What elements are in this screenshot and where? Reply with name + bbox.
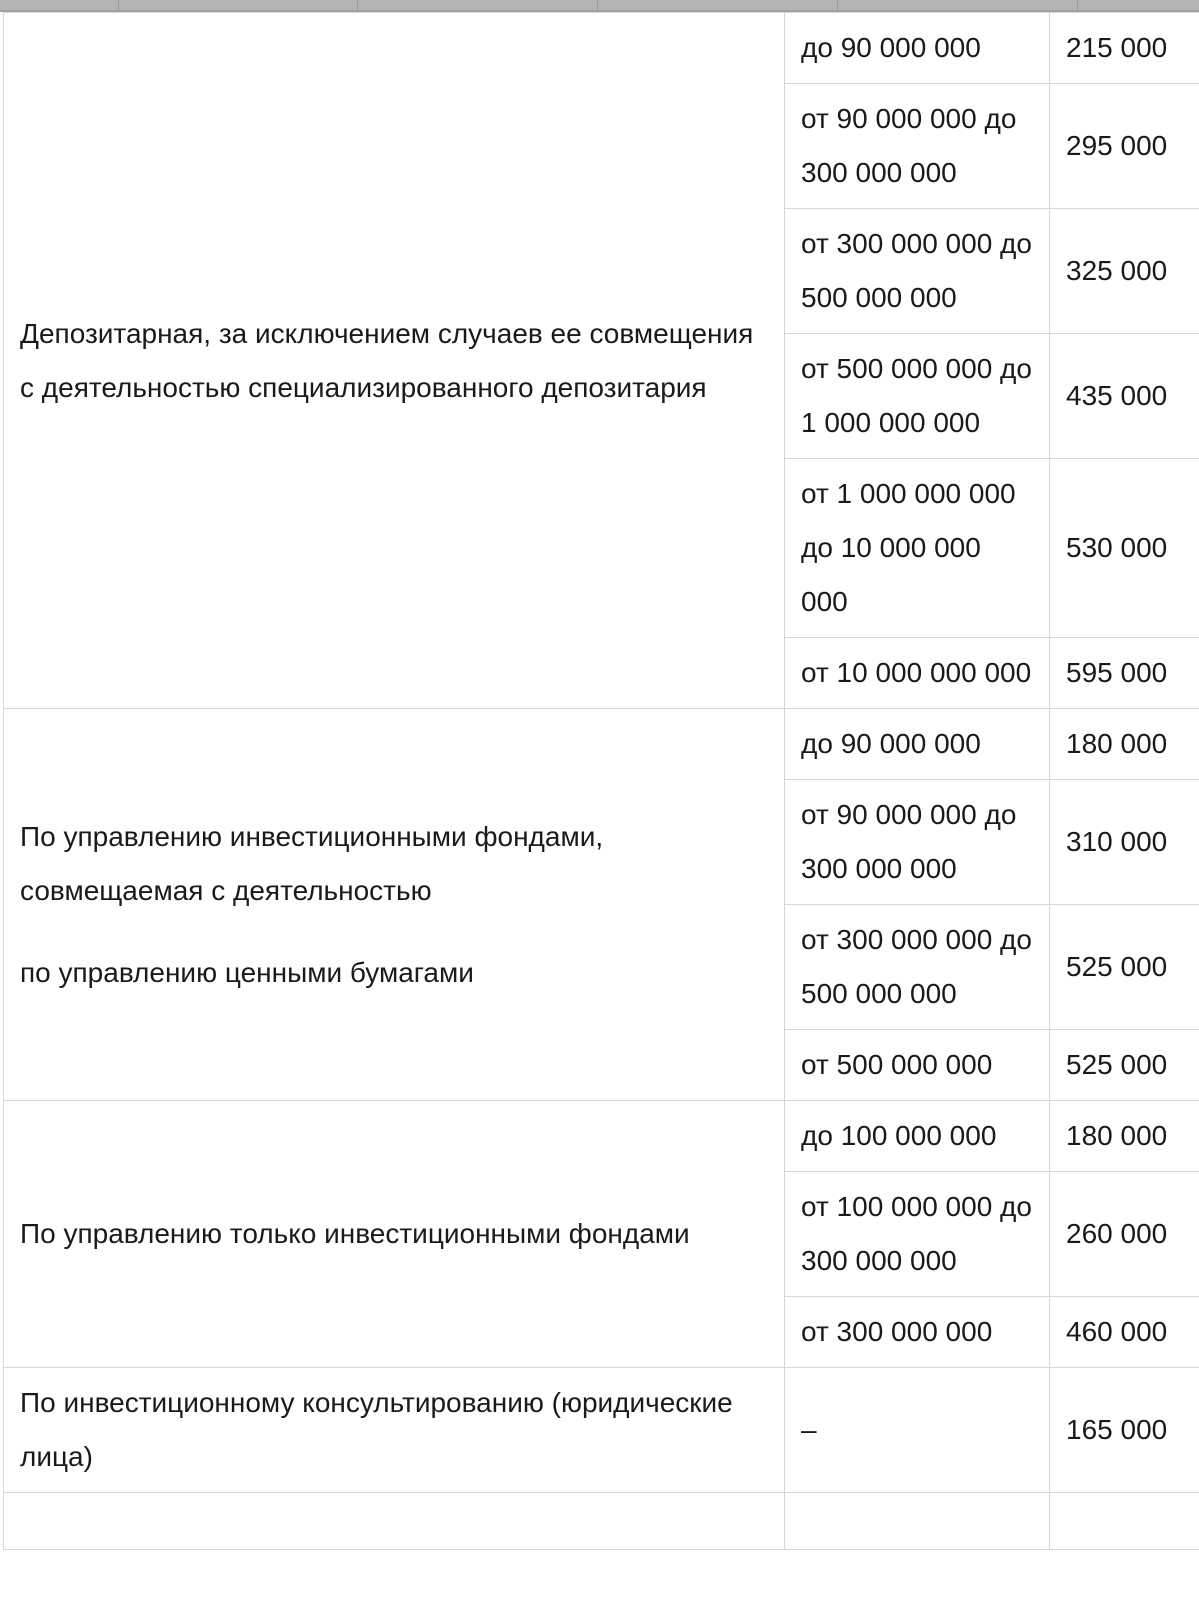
table-row	[4, 1368, 1199, 1493]
activity-cell	[4, 709, 785, 1101]
fee-cell: 325 000	[1050, 209, 1199, 334]
fee-cell: 295 000	[1050, 84, 1199, 209]
activity-text: Депозитарная, за исключением случаев ее совмещения с деятельностью специализированного депозитария	[20, 317, 754, 403]
fee-cell: 435 000	[1050, 334, 1199, 459]
fee-cell: 460 000	[1050, 1297, 1199, 1368]
fee-table	[3, 12, 1199, 1550]
activity-cell	[4, 1368, 785, 1493]
activity-text: По инвестиционному консультированию (юридические лица)	[20, 1387, 733, 1472]
table-row	[4, 13, 1199, 84]
table-row	[4, 709, 1199, 780]
range-cell: от 500 000 000 до 1 000 000 000	[785, 334, 1050, 459]
cell	[1050, 1493, 1199, 1550]
table-row	[4, 1493, 1199, 1550]
cell	[4, 1493, 785, 1550]
range-cell: от 300 000 000	[785, 1297, 1050, 1368]
fee-cell: 525 000	[1050, 1030, 1199, 1101]
activity-text: по управлению ценными бумагами	[20, 956, 474, 988]
fee-cell: 215 000	[1050, 13, 1199, 84]
fee-cell: 180 000	[1050, 1101, 1199, 1172]
range-cell: до 90 000 000	[785, 13, 1050, 84]
fee-cell: 180 000	[1050, 709, 1199, 780]
fee-cell: 260 000	[1050, 1172, 1199, 1297]
range-cell: до 100 000 000	[785, 1101, 1050, 1172]
range-cell: до 90 000 000	[785, 709, 1050, 780]
range-cell: от 500 000 000	[785, 1030, 1050, 1101]
range-cell: от 90 000 000 до 300 000 000	[785, 780, 1050, 905]
cell	[785, 1493, 1050, 1550]
activity-text: По управлению инвестиционными фондами, совмещаемая с деятельностью	[20, 820, 604, 906]
table-header-strip	[0, 0, 1199, 12]
fee-cell: 595 000	[1050, 638, 1199, 709]
activity-text: По управлению только инвестиционными фондами	[20, 1218, 690, 1249]
range-cell: от 1 000 000 000 до 10 000 000 000	[785, 459, 1050, 638]
range-cell: от 100 000 000 до 300 000 000	[785, 1172, 1050, 1297]
activity-cell	[4, 13, 785, 709]
fee-cell: 165 000	[1050, 1368, 1199, 1493]
activity-cell	[4, 1101, 785, 1368]
range-cell: от 300 000 000 до 500 000 000	[785, 905, 1050, 1030]
table-row	[4, 1101, 1199, 1172]
fee-cell: 530 000	[1050, 459, 1199, 638]
range-cell: от 10 000 000 000	[785, 638, 1050, 709]
range-cell: –	[785, 1368, 1050, 1493]
range-cell: от 300 000 000 до 500 000 000	[785, 209, 1050, 334]
range-cell: от 90 000 000 до 300 000 000	[785, 84, 1050, 209]
fee-cell: 310 000	[1050, 780, 1199, 905]
fee-cell: 525 000	[1050, 905, 1199, 1030]
